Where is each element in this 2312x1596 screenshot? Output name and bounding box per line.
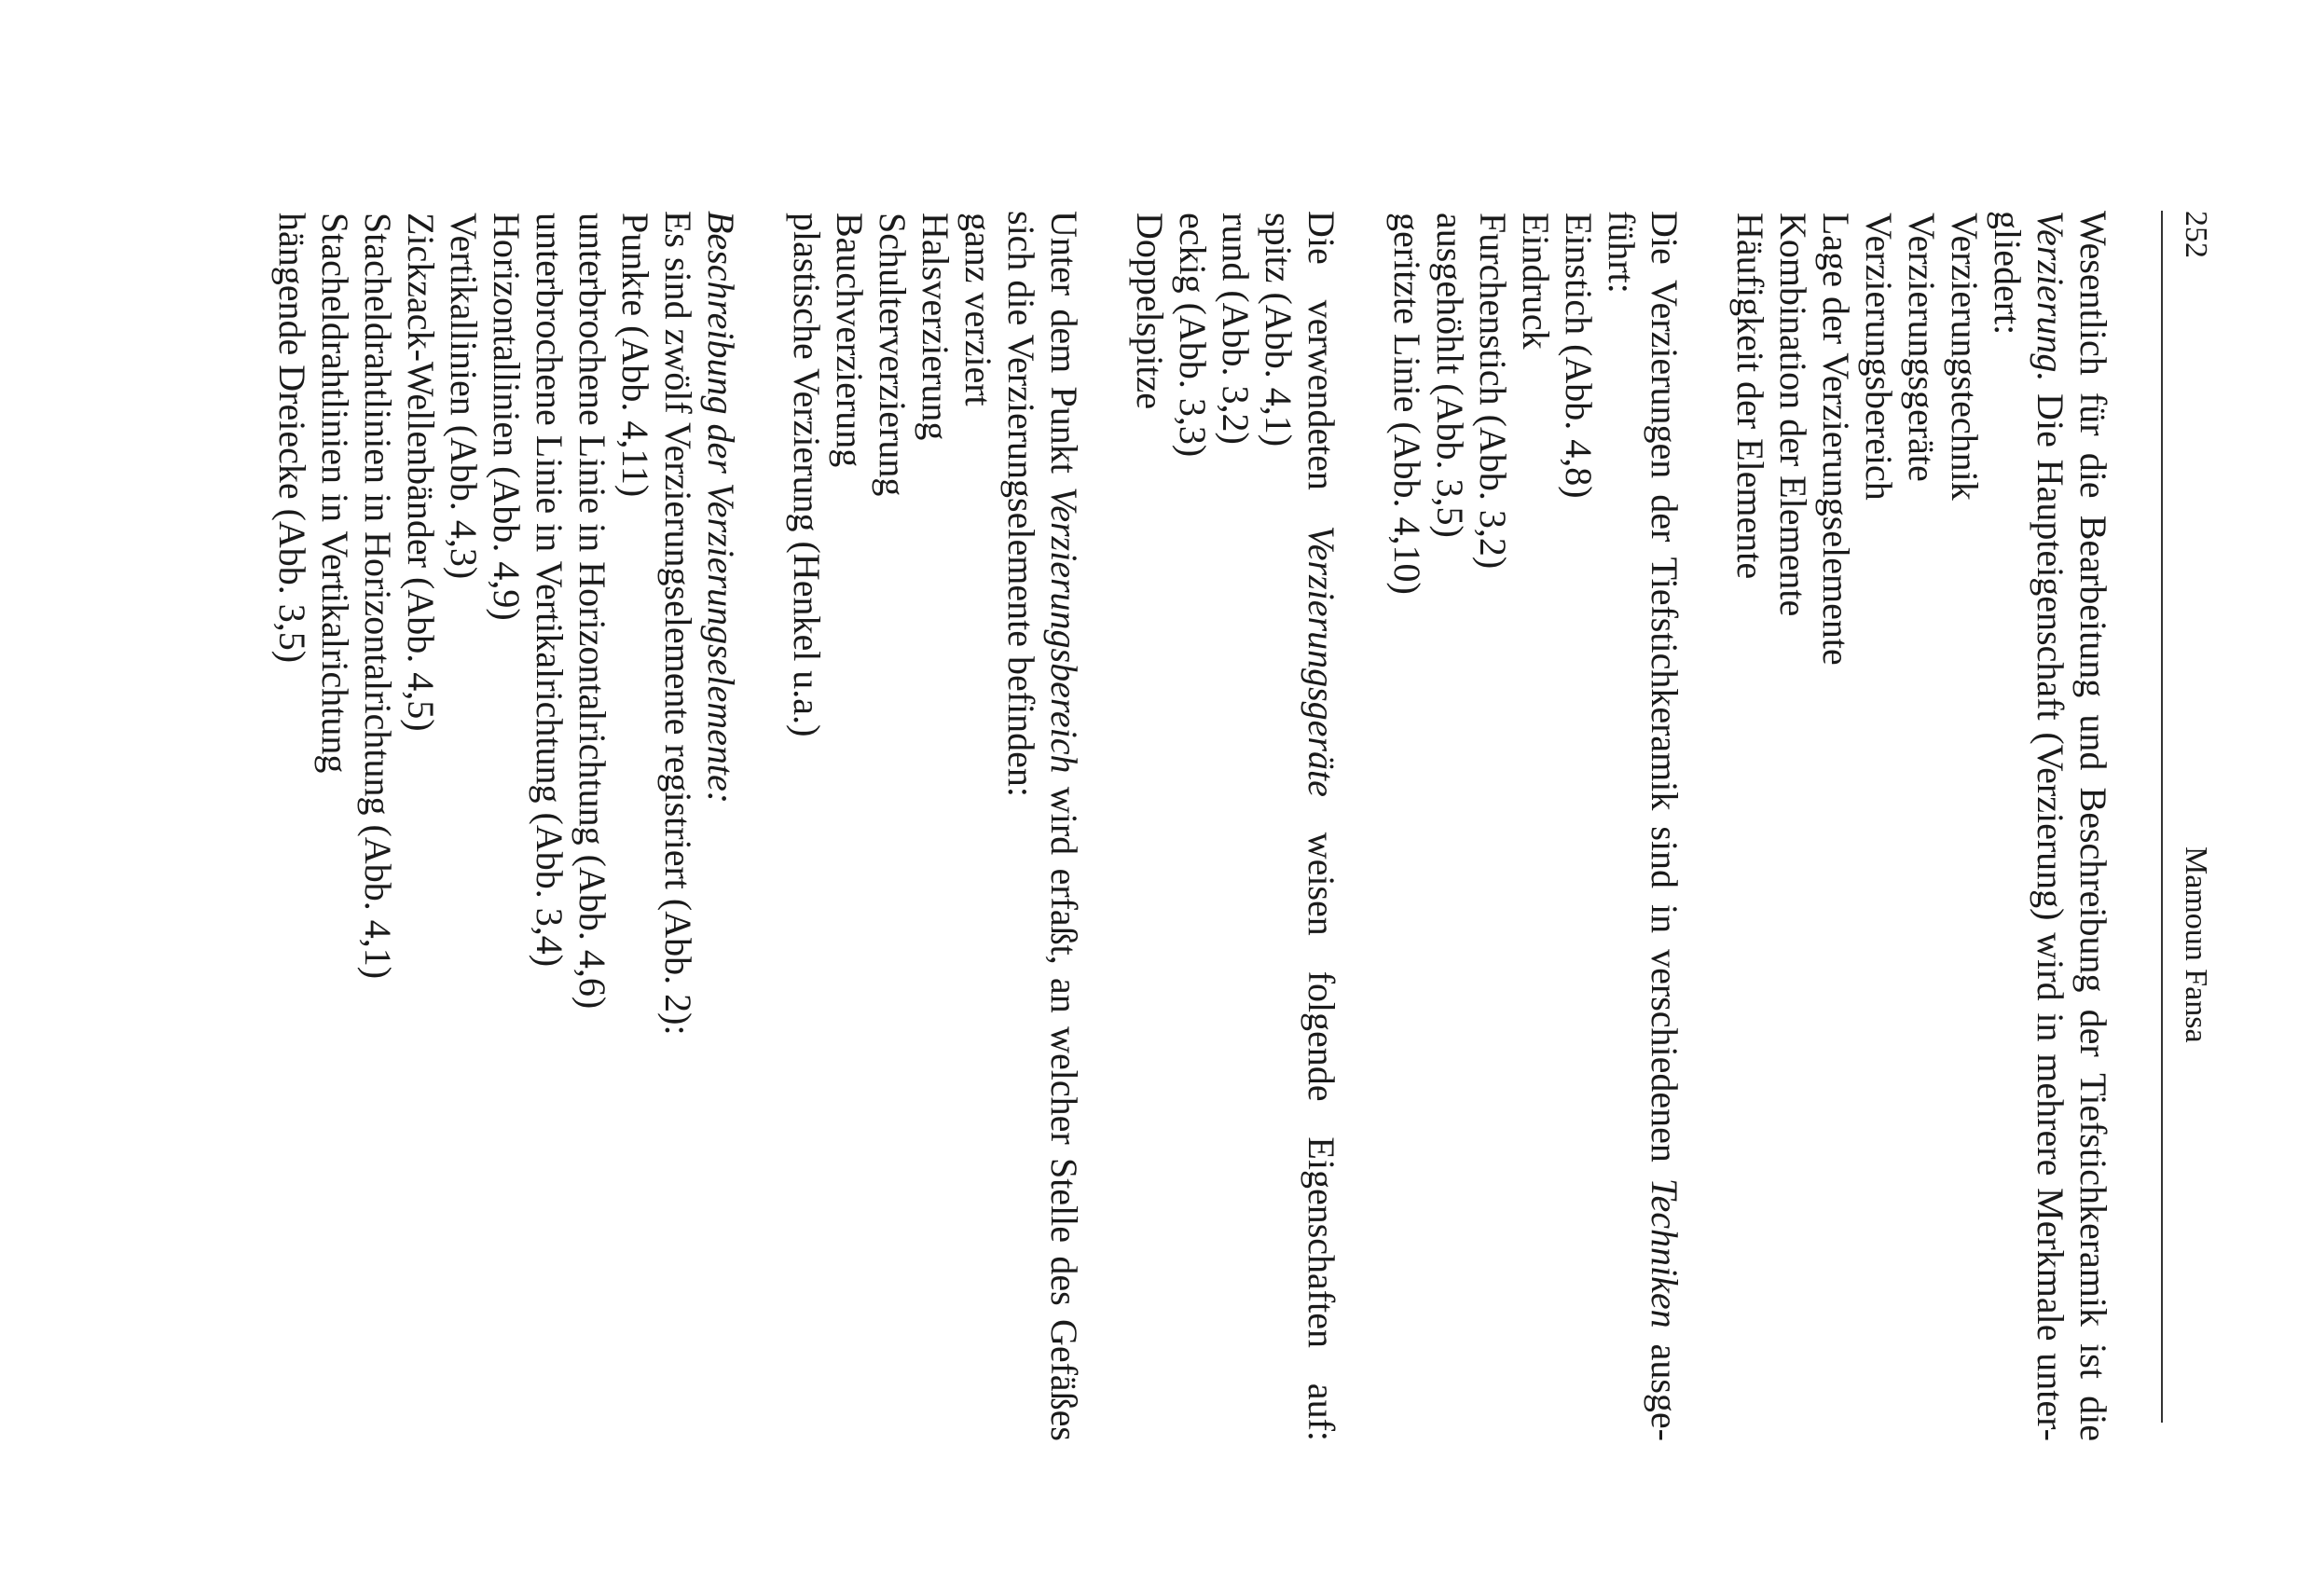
bereich-line-1 [1042, 211, 1085, 1441]
list-item: Einstich (Abb. 4,8) [1558, 213, 1600, 499]
paragraph-gap [1686, 211, 1728, 1441]
elemente-intro: Es sind zwölf Verzierungselemente registriert (Abb. 2): [657, 211, 699, 1036]
list-item: Punkte (Abb. 4,11) [614, 213, 656, 498]
paragraph-gap [1085, 211, 1128, 1441]
intro-line-2-emphasis: Verzierung. [2030, 211, 2071, 382]
techniken-line-1-post: ausge- [1644, 1328, 1686, 1441]
bereich-line-1-post: wird erfaßt, an welcher Stelle des Gefäßes [1043, 773, 1085, 1441]
list-item: unterbrochene Linie in Vertikalrichtung (Abb. 3,4) [529, 213, 571, 968]
list-item: hängende Dreiecke (Abb. 3,5) [271, 213, 313, 664]
geraete-list [1128, 211, 1300, 1441]
techniken-line-1-emphasis: Techniken [1644, 1177, 1686, 1328]
list-item: Häufigkeit der Elemente [1729, 213, 1771, 580]
techniken-line-1 [1643, 211, 1686, 1441]
section-heading-text: Beschreibung der Verzierungselemente: [700, 211, 742, 805]
list-item: rund (Abb. 3,2) [1215, 213, 1257, 445]
list-item: Horizontallinien (Abb. 4,9) [486, 213, 528, 621]
bereich-paragraph [999, 211, 1085, 1441]
geraete-line-1-pre: Die verwendeten [1300, 211, 1342, 526]
list-item: Verzierungsbereich [1858, 213, 1900, 501]
list-item: Furchenstich (Abb. 3,2) [1472, 213, 1514, 570]
elemente-section [656, 211, 742, 1441]
paragraph-gap [1342, 211, 1385, 1441]
header-rule [2161, 211, 2163, 1423]
running-head [2168, 211, 2223, 1596]
paragraph-gap [742, 211, 785, 1441]
list-item: Bauchverzierung [829, 213, 871, 468]
list-item: Doppelspitze [1129, 213, 1171, 410]
list-item: Kombination der Elemente [1772, 213, 1814, 617]
techniken-list [1385, 211, 1600, 1441]
elemente-list [270, 211, 656, 1441]
intro-line-3: gliedert: [1987, 211, 2029, 336]
intro-line-1: Wesentlich für die Bearbeitung und Beschreibung der Tiefstichkeramik ist die [2072, 211, 2114, 1441]
list-item: Verzierungsgeräte [1901, 213, 1943, 482]
page-number: 252 [2179, 211, 2213, 258]
list-item: Halsverzierung [915, 213, 956, 441]
geraete-line-1-emphasis: Verzierungsgeräte [1300, 525, 1342, 797]
list-item: Stacheldrahtlinien in Vertikalrichtung [314, 213, 356, 774]
geraete-paragraph [1300, 211, 1342, 1441]
section-heading [699, 211, 742, 1441]
techniken-paragraph [1600, 211, 1686, 1441]
geraete-line-1 [1300, 211, 1342, 1441]
bereich-line-2: sich die Verzierungselemente befinden: [1000, 211, 1042, 798]
list-item: Lage der Verzierungselemente [1815, 213, 1857, 666]
bereich-line-1-pre: Unter dem Punkt [1043, 211, 1085, 488]
list-item: unterbrochene Linie in Horizontalrichtung (Abb. 4,6) [571, 213, 613, 1010]
list-item: ganz verziert [957, 213, 999, 406]
bereich-line-1-emphasis: Verzierungsbereich [1043, 487, 1085, 774]
list-item: Schulterverzierung [872, 213, 914, 497]
geraete-line-1-post: weisen folgende Eigenschaften auf: [1300, 796, 1342, 1441]
list-item: geritzte Linie (Abb. 4,10) [1386, 213, 1428, 595]
list-item: Zickzack-Wellenbänder (Abb. 4,5) [400, 213, 442, 732]
intro-paragraph [1986, 211, 2114, 1441]
list-item: plastische Verzierung (Henkel u.a.) [786, 213, 828, 737]
list-item: ausgehöhlt (Abb. 3,5) [1429, 213, 1471, 538]
running-head-author: Mamoun Fansa [2179, 846, 2213, 1043]
list-item: eckig (Abb. 3,3) [1172, 213, 1214, 458]
techniken-line-2: führt: [1601, 211, 1643, 294]
intro-line-2-text: Die Haupteigenschaft (Verzierung) wird in mehrere Merkmale unter- [2030, 381, 2071, 1441]
list-item: spitz (Abb. 4,1) [1258, 213, 1300, 447]
techniken-line-1-pre: Die Verzierungen der Tiefstichkeramik sind in verschiedenen [1644, 211, 1686, 1178]
list-item: Vertikallinien (Abb. 4,3) [443, 213, 485, 580]
list-item: Verzierungstechnik [1944, 213, 1986, 501]
bereich-list [785, 211, 999, 1441]
merkmale-list [1728, 211, 1986, 1441]
intro-line-2 [2029, 211, 2071, 1441]
page-body [270, 211, 2114, 1441]
list-item: Stacheldrahtlinien in Horizontalrichtung (Abb. 4,1) [357, 213, 399, 980]
list-item: Eindruck [1515, 213, 1557, 350]
